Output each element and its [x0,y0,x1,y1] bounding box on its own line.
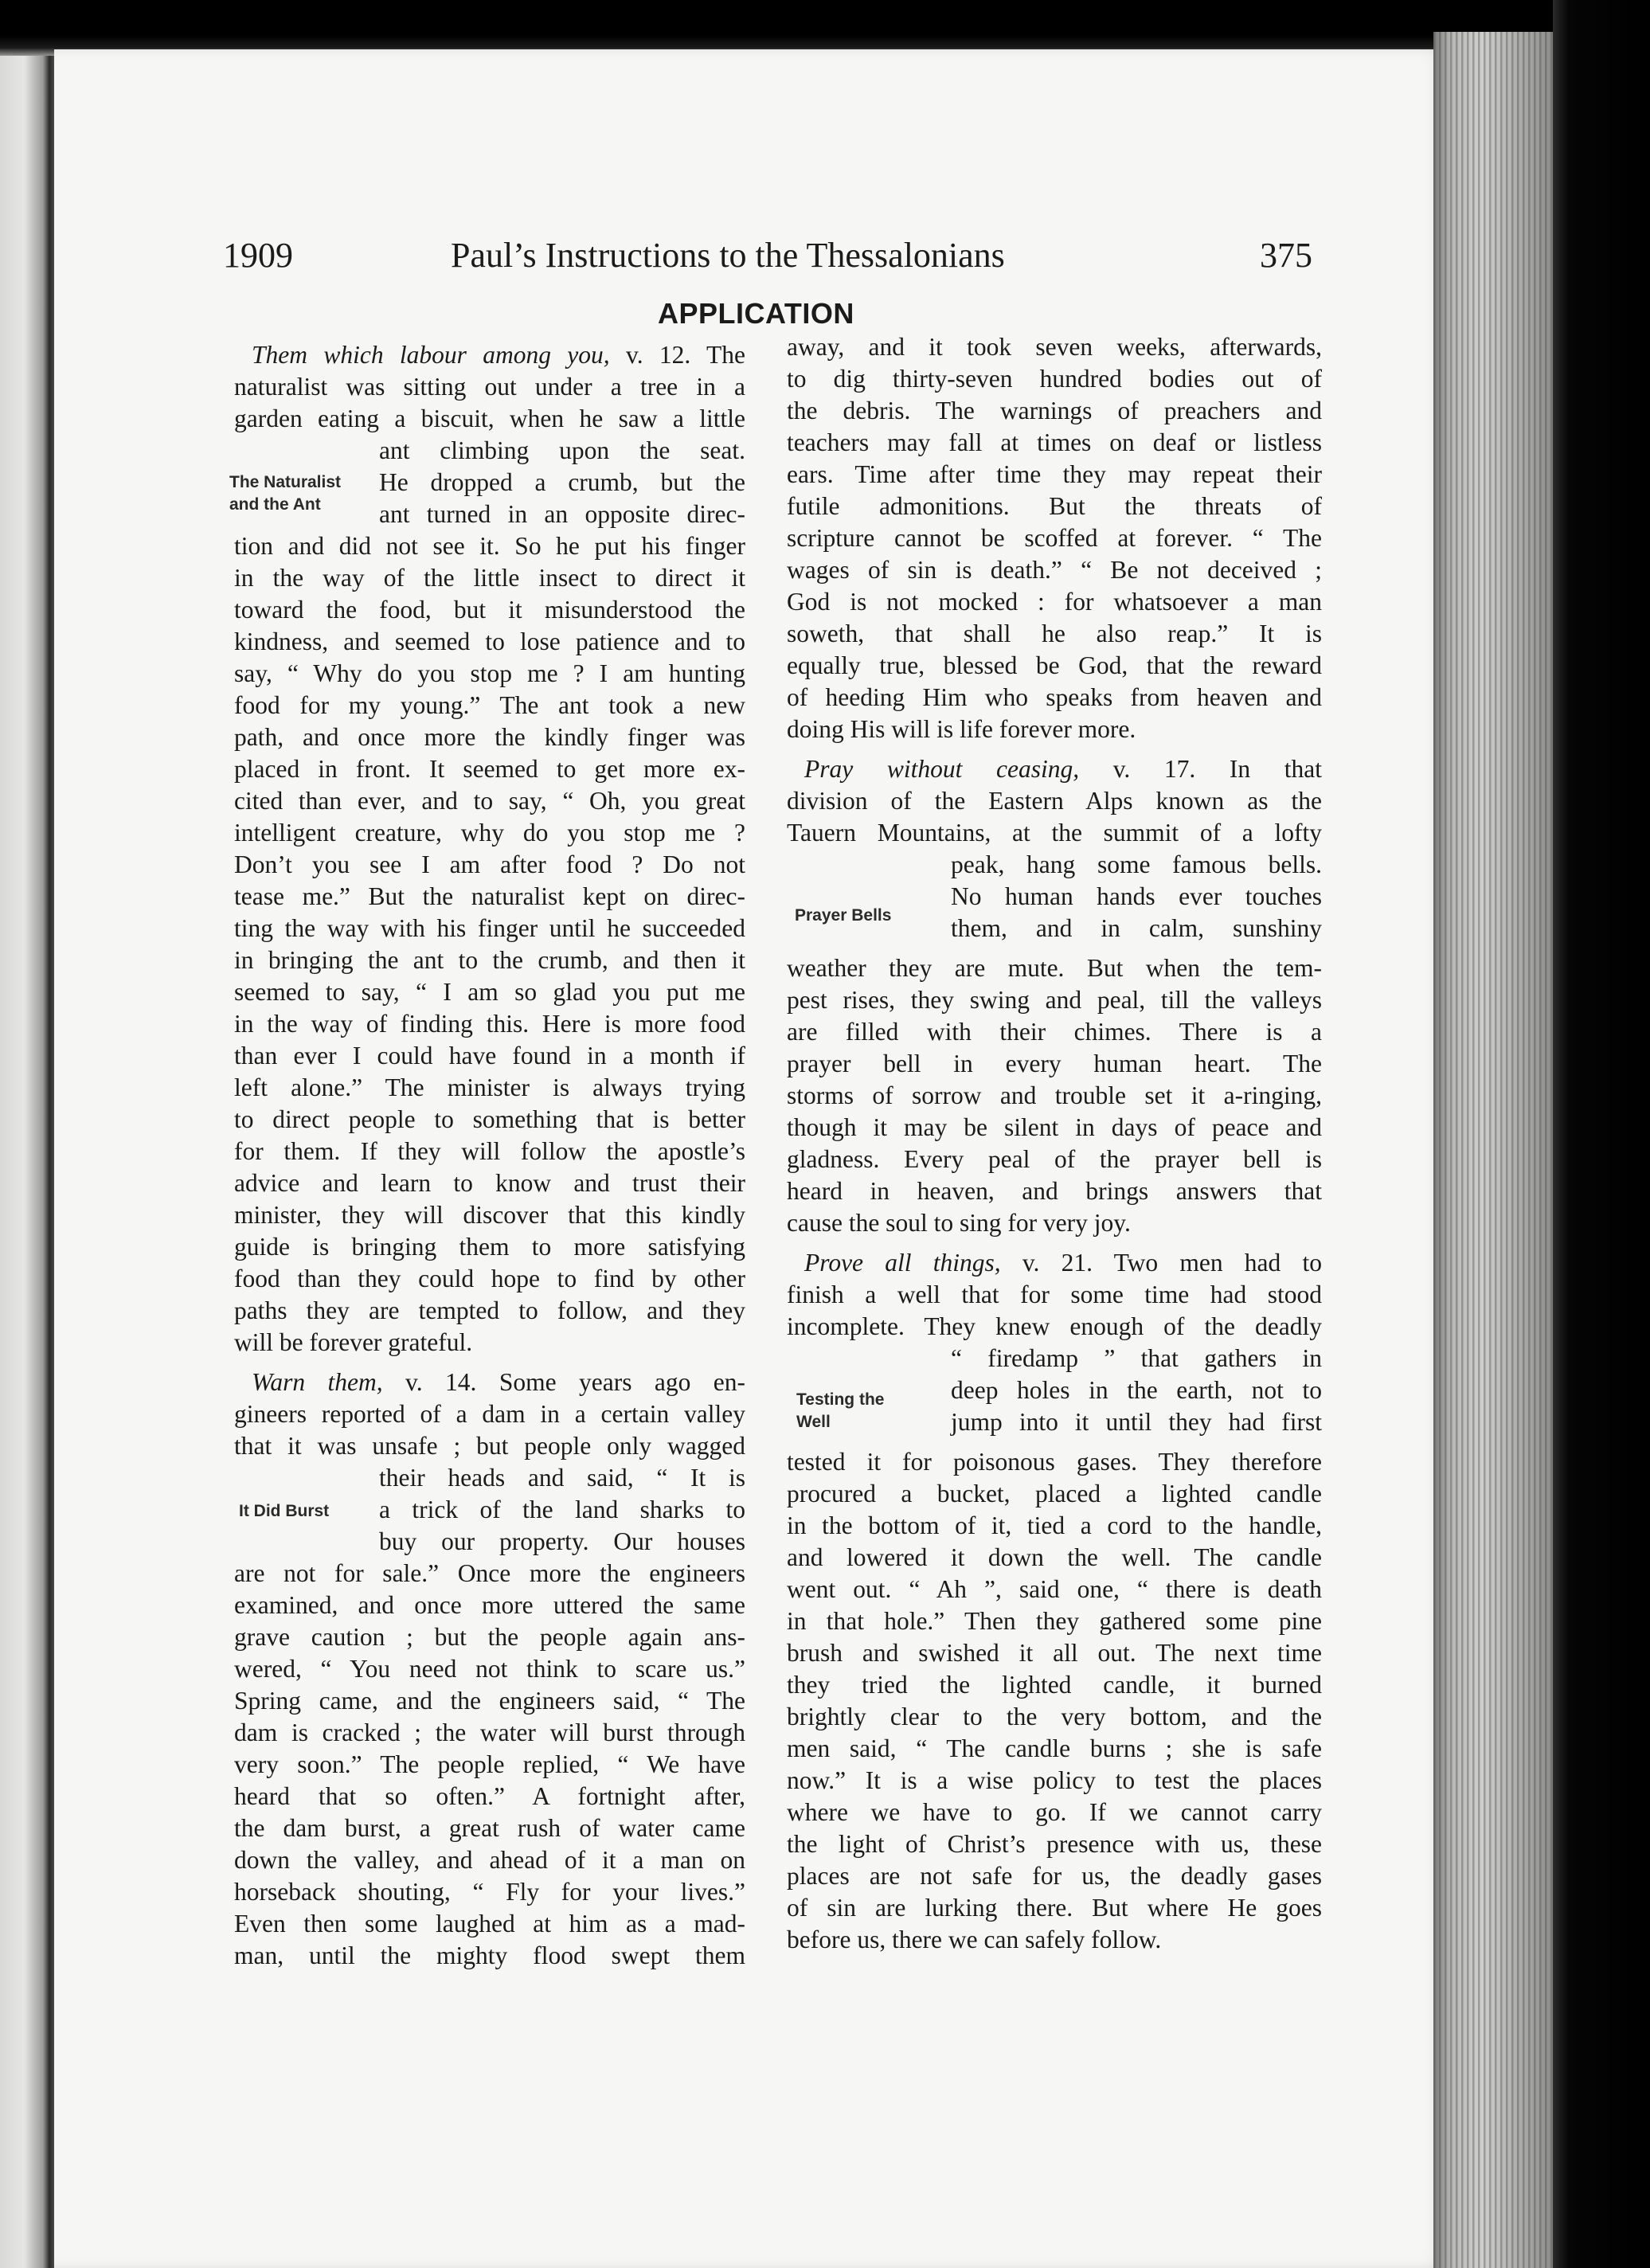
text-run: v. 14. Some years ago en- [382,1368,746,1396]
text-line: equally true, blessed be God, that the reward [787,651,1322,679]
margin-sidenote [795,905,891,927]
scan-right-edge [1553,0,1650,2268]
text-line [787,753,1322,785]
text-line: Even then some laughed at him as a mad- [234,1910,745,1938]
text-line: Spring came, and the engineers said, “ The [234,1687,745,1715]
text-line: ears. Time after time they may repeat their [787,460,1322,488]
text-line: in bringing the ant to the crumb, and then it [234,946,745,974]
text-line: wered, “ You need not think to scare us.” [234,1655,745,1683]
text-line: intelligent creature, why do you stop me ? [234,819,745,847]
text-line: pest rises, they swing and peal, till the valleys [787,986,1322,1014]
text-line: left alone.” The minister is always trying [234,1073,745,1101]
section-heading: APPLICATION [658,297,854,330]
text-line: gladness. Every peal of the prayer bell is [787,1145,1322,1173]
page-stack-edges [1433,32,1553,2268]
margin-sidenote [796,1389,884,1433]
text-line: horseback shouting, “ Fly for your lives.” [234,1878,745,1906]
sidenote-line: and the Ant [229,495,321,514]
scripture-reference: Warn them, [252,1368,383,1396]
sidenote-line: Well [796,1413,831,1431]
text-run: v. 21. Two men had to [1000,1249,1322,1277]
text-line: deep holes in the earth, not to [951,1376,1322,1404]
text-line: heard in heaven, and brings answers that [787,1177,1322,1205]
text-line: garden eating a biscuit, when he saw a little [234,405,745,432]
text-line: ting the way with his finger until he succeeded [234,914,745,942]
text-line [787,1247,1322,1279]
text-line: to dig thirty-seven hundred bodies out of [787,365,1322,393]
text-line: in that hole.” Then they gathered some pine [787,1607,1322,1635]
text-line: No human hands ever touches [951,882,1322,910]
running-head-title: Paul’s Instructions to the Thessalonians [451,236,1005,275]
text-line: guide is bringing them to more satisfying [234,1233,745,1261]
text-line: are filled with their chimes. There is a [787,1018,1322,1046]
facing-page-edge [0,56,54,2268]
text-line: food than they could hope to find by other [234,1265,745,1292]
text-line: storms of sorrow and trouble set it a-ringing, [787,1081,1322,1109]
text-line: in the way of finding this. Here is more food [234,1010,745,1038]
text-line: a trick of the land sharks to [379,1496,745,1523]
text-line: incomplete. They knew enough of the deadly [787,1312,1322,1340]
text-line: before us, there we can safely follow. [787,1926,1162,1953]
text-line: Tauern Mountains, at the summit of a lofty [787,819,1322,847]
text-line: peak, hang some famous bells. [951,850,1322,878]
text-line: tease me.” But the naturalist kept on direc- [234,882,745,910]
text-line: futile admonitions. But the threats of [787,492,1322,520]
text-line: kindness, and seemed to lose patience and to [234,628,745,655]
running-head-year: 1909 [223,236,293,275]
text-line: of heeding Him who speaks from heaven and [787,683,1322,711]
text-line [234,1367,745,1398]
sidenote-line: It Did Burst [239,1502,330,1520]
text-line: placed in front. It seemed to get more ex- [234,755,745,783]
text-line: jump into it until they had first [951,1408,1322,1436]
text-line [234,339,745,371]
page-number: 375 [1260,236,1312,275]
text-line: their heads and said, “ It is [379,1464,745,1492]
margin-sidenote [239,1500,329,1523]
text-line: the light of Christ’s presence with us, these [787,1830,1322,1858]
text-line: brightly clear to the very bottom, and the [787,1703,1322,1730]
text-line: are not for sale.” Once more the engineers [234,1559,745,1587]
text-line: examined, and once more uttered the same [234,1591,745,1619]
text-line: division of the Eastern Alps known as the [787,787,1322,815]
text-line: and lowered it down the well. The candle [787,1543,1322,1571]
text-line: gineers reported of a dam in a certain valley [234,1400,745,1428]
text-line: wages of sin is death.” “ Be not deceived ; [787,556,1322,584]
text-line: soweth, that shall he also reap.” It is [787,620,1322,647]
text-line: men said, “ The candle burns ; she is safe [787,1734,1322,1762]
text-line: them, and in calm, sunshiny [951,914,1322,942]
text-run: v. 12. The [609,341,746,369]
text-line: they tried the lighted candle, it burned [787,1671,1322,1699]
text-line: Don’t you see I am after food ? Do not [234,850,745,878]
scripture-reference: Them which labour among you, [252,341,610,369]
text-line: scripture cannot be scoffed at forever. “ The [787,524,1322,552]
text-line: of sin are lurking there. But where He goes [787,1894,1322,1922]
text-line: ant climbing upon the seat. [379,436,745,464]
text-line: will be forever grateful. [234,1328,473,1356]
text-line: food for my young.” The ant took a new [234,691,745,719]
text-line: than ever I could have found in a month if [234,1042,745,1069]
text-line: in the way of the little insect to direct it [234,564,745,592]
text-line: cited than ever, and to say, “ Oh, you great [234,787,745,815]
text-line: though it may be silent in days of peace and [787,1113,1322,1141]
text-line: brush and swished it all out. The next time [787,1639,1322,1667]
sidenote-line: The Naturalist [229,473,342,491]
text-line: man, until the mighty flood swept them [234,1941,745,1969]
text-line: seemed to say, “ I am so glad you put me [234,978,745,1006]
text-line: naturalist was sitting out under a tree in a [234,373,745,401]
text-run: v. 17. In that [1079,755,1322,783]
text-line: dam is cracked ; the water will burst through [234,1719,745,1746]
text-line: buy our property. Our houses [379,1527,745,1555]
scripture-reference: Prove all things, [804,1249,1001,1277]
text-line: grave caution ; but the people again ans- [234,1623,745,1651]
text-line: procured a bucket, placed a lighted candle [787,1480,1322,1507]
text-line: places are not safe for us, the deadly gases [787,1862,1322,1890]
text-line: weather they are mute. But when the tem- [787,954,1322,982]
text-line: went out. “ Ah ”, said one, “ there is death [787,1575,1322,1603]
text-line: say, “ Why do you stop me ? I am hunting [234,659,745,687]
text-line: God is not mocked : for whatsoever a man [787,588,1322,616]
text-line: that it was unsafe ; but people only wagged [234,1432,745,1460]
text-line: finish a well that for some time had stood [787,1281,1322,1308]
text-line: path, and once more the kindly finger was [234,723,745,751]
text-line: heard that so often.” A fortnight after, [234,1782,745,1810]
text-line: prayer bell in every human heart. The [787,1050,1322,1077]
text-line: teachers may fall at times on deaf or listless [787,428,1322,456]
text-line: very soon.” The people replied, “ We have [234,1750,745,1778]
text-line: now.” It is a wise policy to test the places [787,1766,1322,1794]
text-line: where we have to go. If we cannot carry [787,1798,1322,1826]
text-line: down the valley, and ahead of it a man on [234,1846,745,1874]
text-line: minister, they will discover that this kindly [234,1201,745,1229]
text-line: in the bottom of it, tied a cord to the handle, [787,1511,1322,1539]
text-line: to direct people to something that is better [234,1105,745,1133]
text-line: ant turned in an opposite direc- [379,500,745,528]
text-line: “ firedamp ” that gathers in [951,1344,1322,1372]
text-line: the dam burst, a great rush of water came [234,1814,745,1842]
text-line: doing His will is life forever more. [787,715,1136,743]
text-line: He dropped a crumb, but the [379,468,745,496]
text-line: advice and learn to know and trust their [234,1169,745,1197]
scripture-reference: Pray without ceasing, [804,755,1080,783]
sidenote-line: Prayer Bells [795,906,892,925]
text-line: tion and did not see it. So he put his finger [234,532,745,560]
text-line: away, and it took seven weeks, afterwards, [787,333,1322,361]
text-line: cause the soul to sing for very joy. [787,1209,1131,1237]
text-line: toward the food, but it misunderstood the [234,596,745,624]
text-line: the debris. The warnings of preachers and [787,397,1322,424]
sidenote-line: Testing the [796,1390,885,1409]
margin-sidenote [229,471,341,516]
text-line: tested it for poisonous gases. They therefore [787,1448,1322,1476]
text-line: for them. If they will follow the apostle’s [234,1137,745,1165]
text-line: paths they are tempted to follow, and they [234,1296,745,1324]
